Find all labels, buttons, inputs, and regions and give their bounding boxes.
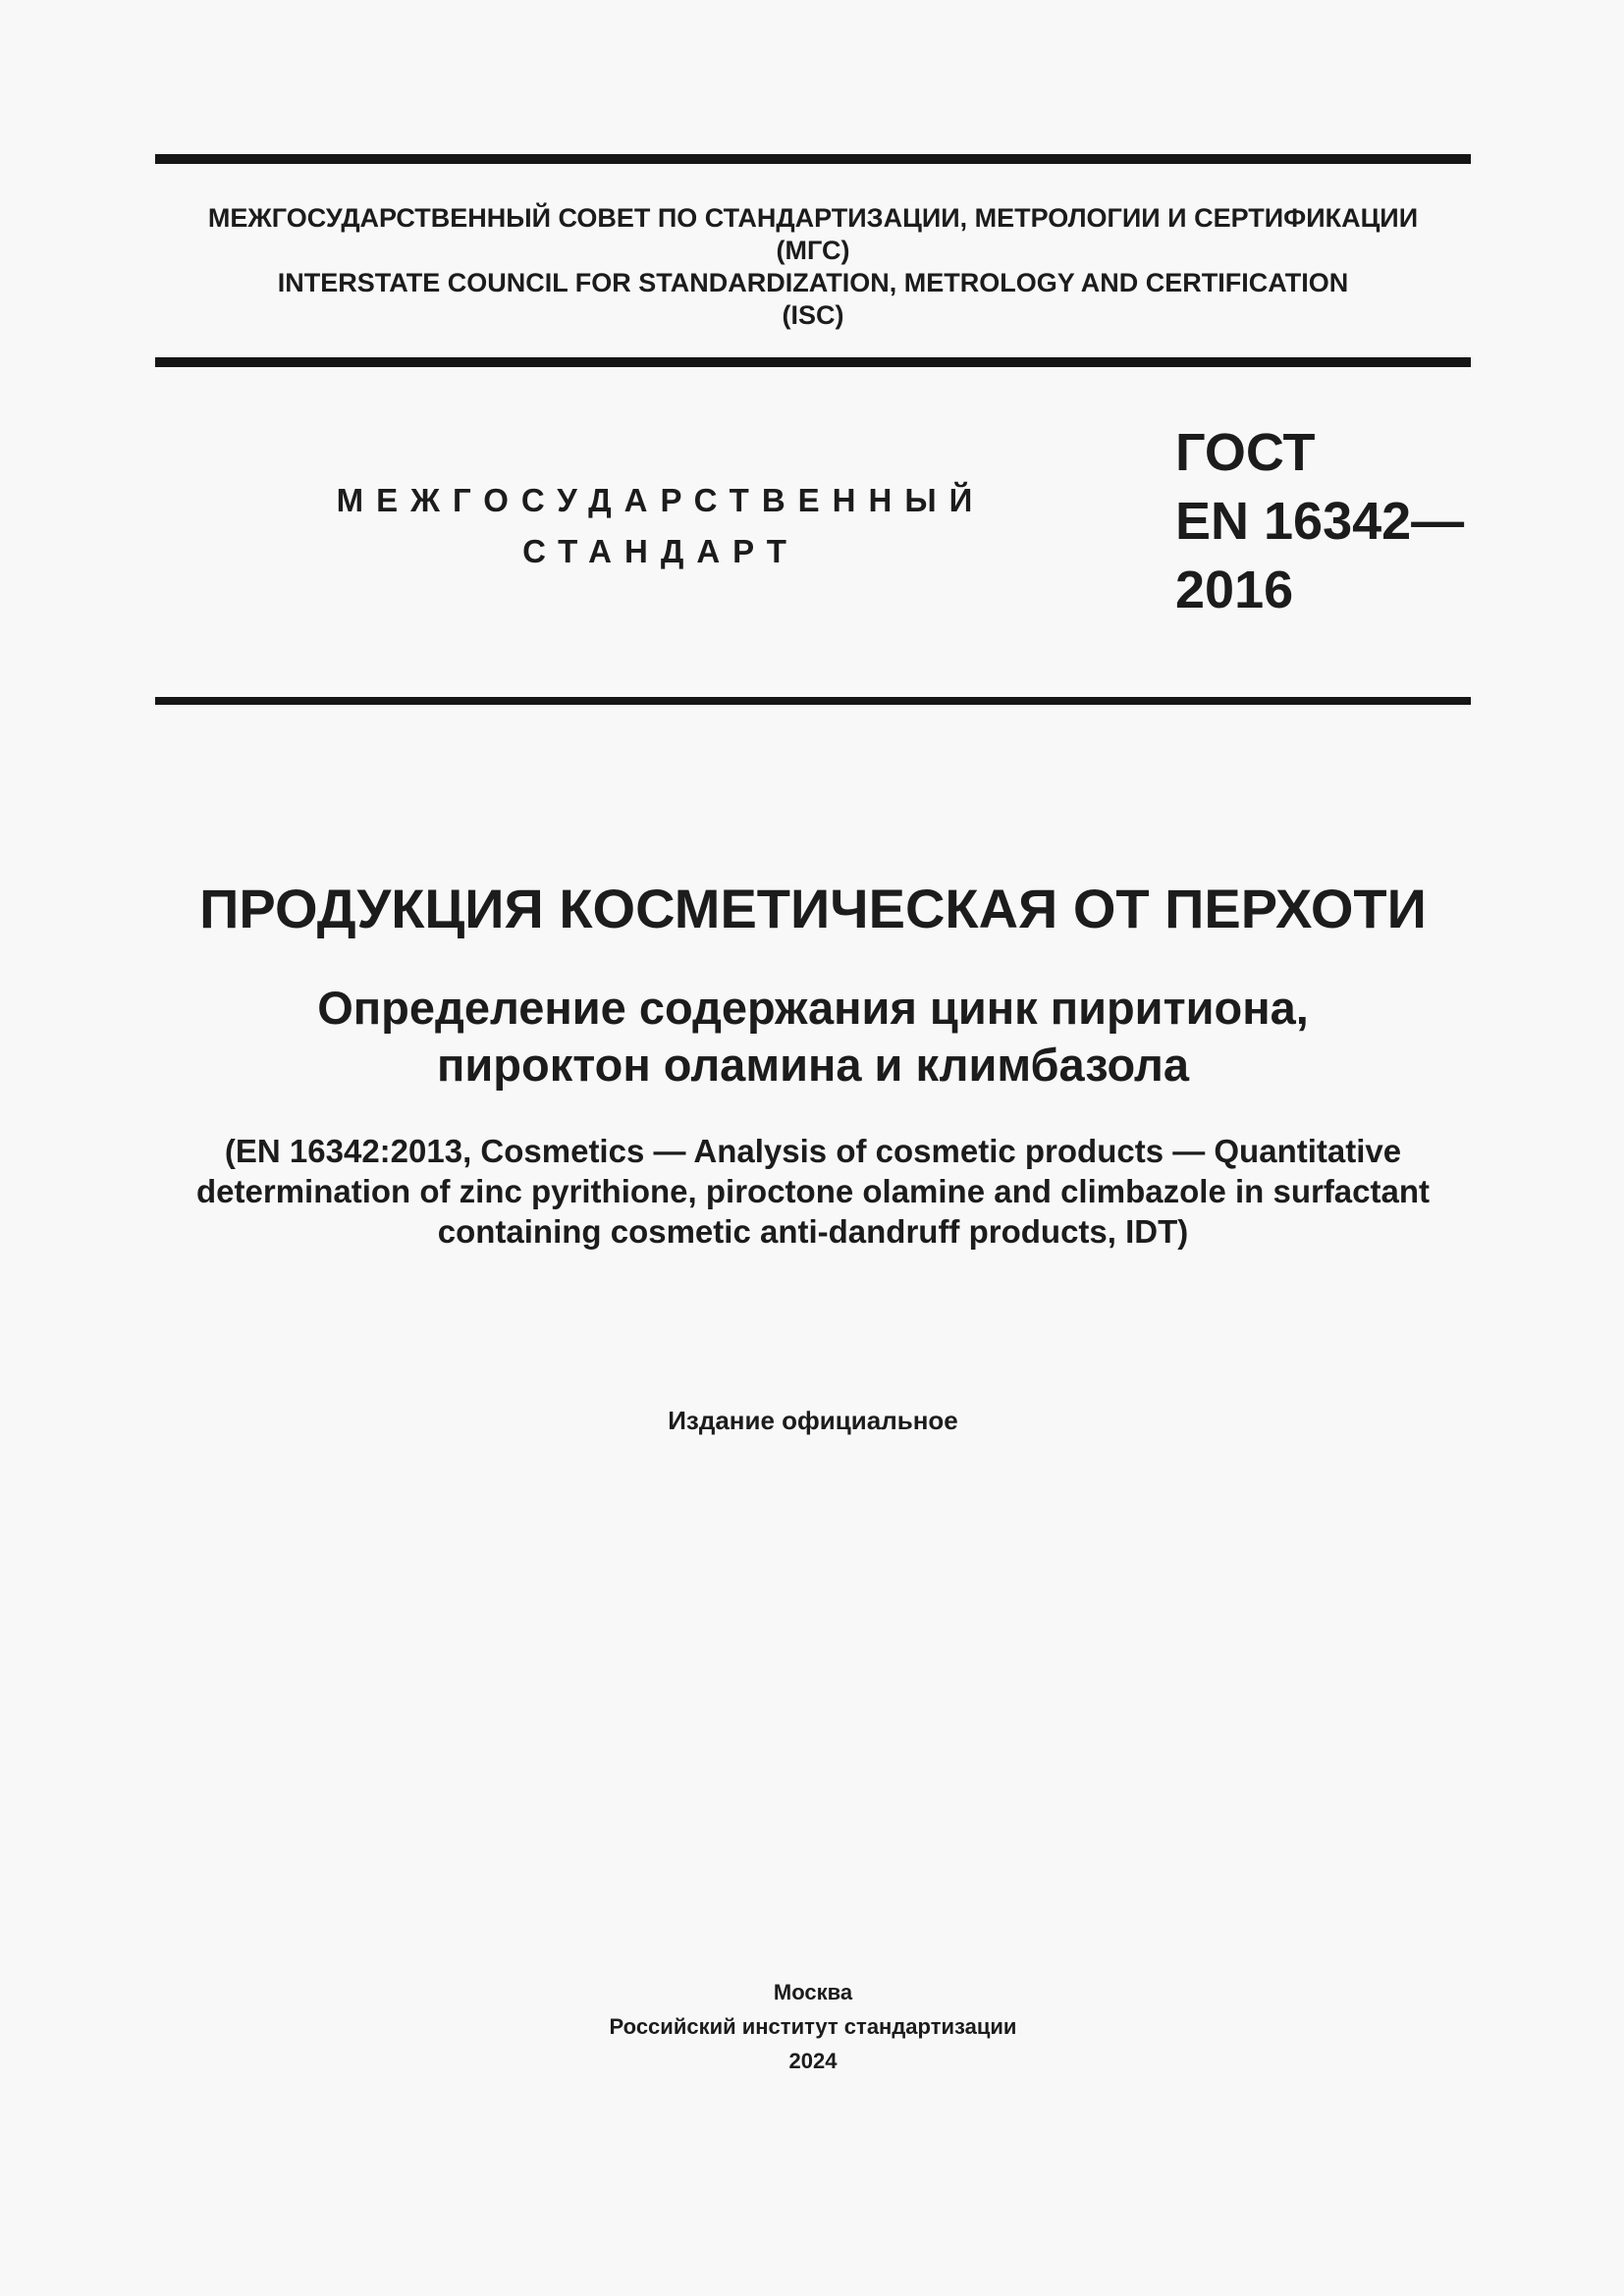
imprint-publisher: Российский институт стандартизации — [609, 2014, 1017, 2039]
subtitle-line2: пироктон оламина и климбазола — [437, 1039, 1189, 1091]
standard-designation — [1175, 418, 1489, 624]
subtitle-line1: Определение содержания цинк пиритиона, — [317, 982, 1309, 1034]
english-title — [155, 1131, 1471, 1252]
main-title: ПРОДУКЦИЯ КОСМЕТИЧЕСКАЯ ОТ ПЕРХОТИ — [199, 878, 1427, 939]
english-title-line1: (EN 16342:2013, Cosmetics — Analysis of cosmetic products — Quantitative — [224, 1133, 1402, 1169]
council-en-name: INTERSTATE COUNCIL FOR STANDARDIZATION, METROLOGY AND CERTIFICATION — [277, 268, 1349, 297]
council-ru-name: МЕЖГОСУДАРСТВЕННЫЙ СОВЕТ ПО СТАНДАРТИЗАЦИИ, МЕТРОЛОГИИ И СЕРТИФИКАЦИИ — [207, 203, 1419, 233]
designation-line3: 2016 — [1175, 561, 1294, 619]
council-ru-abbr: (МГС) — [776, 236, 850, 265]
imprint — [155, 1975, 1471, 2078]
designation-line2: EN 16342— — [1175, 492, 1465, 551]
english-title-line2: determination of zinc pyrithione, piroctone olamine and climbazole in surfactant — [196, 1173, 1430, 1209]
designation-line1: ГОСТ — [1175, 423, 1316, 482]
english-title-line3: containing cosmetic anti-dandruff products, IDT) — [437, 1213, 1189, 1250]
official-edition-label: Издание официальное — [668, 1406, 958, 1435]
standard-type-line2: СТАНДАРТ — [522, 533, 799, 569]
council-en-abbr: (ISC) — [782, 300, 844, 330]
imprint-year: 2024 — [788, 2049, 838, 2073]
subtitle — [155, 980, 1471, 1094]
imprint-city: Москва — [773, 1980, 853, 2004]
council-bottom-rule — [155, 357, 1471, 367]
standard-type-line1: МЕЖГОСУДАРСТВЕННЫЙ — [336, 482, 986, 518]
top-rule — [155, 154, 1471, 164]
council-header — [155, 202, 1471, 332]
standard-type — [155, 475, 1166, 577]
designation-bottom-rule — [155, 697, 1471, 705]
